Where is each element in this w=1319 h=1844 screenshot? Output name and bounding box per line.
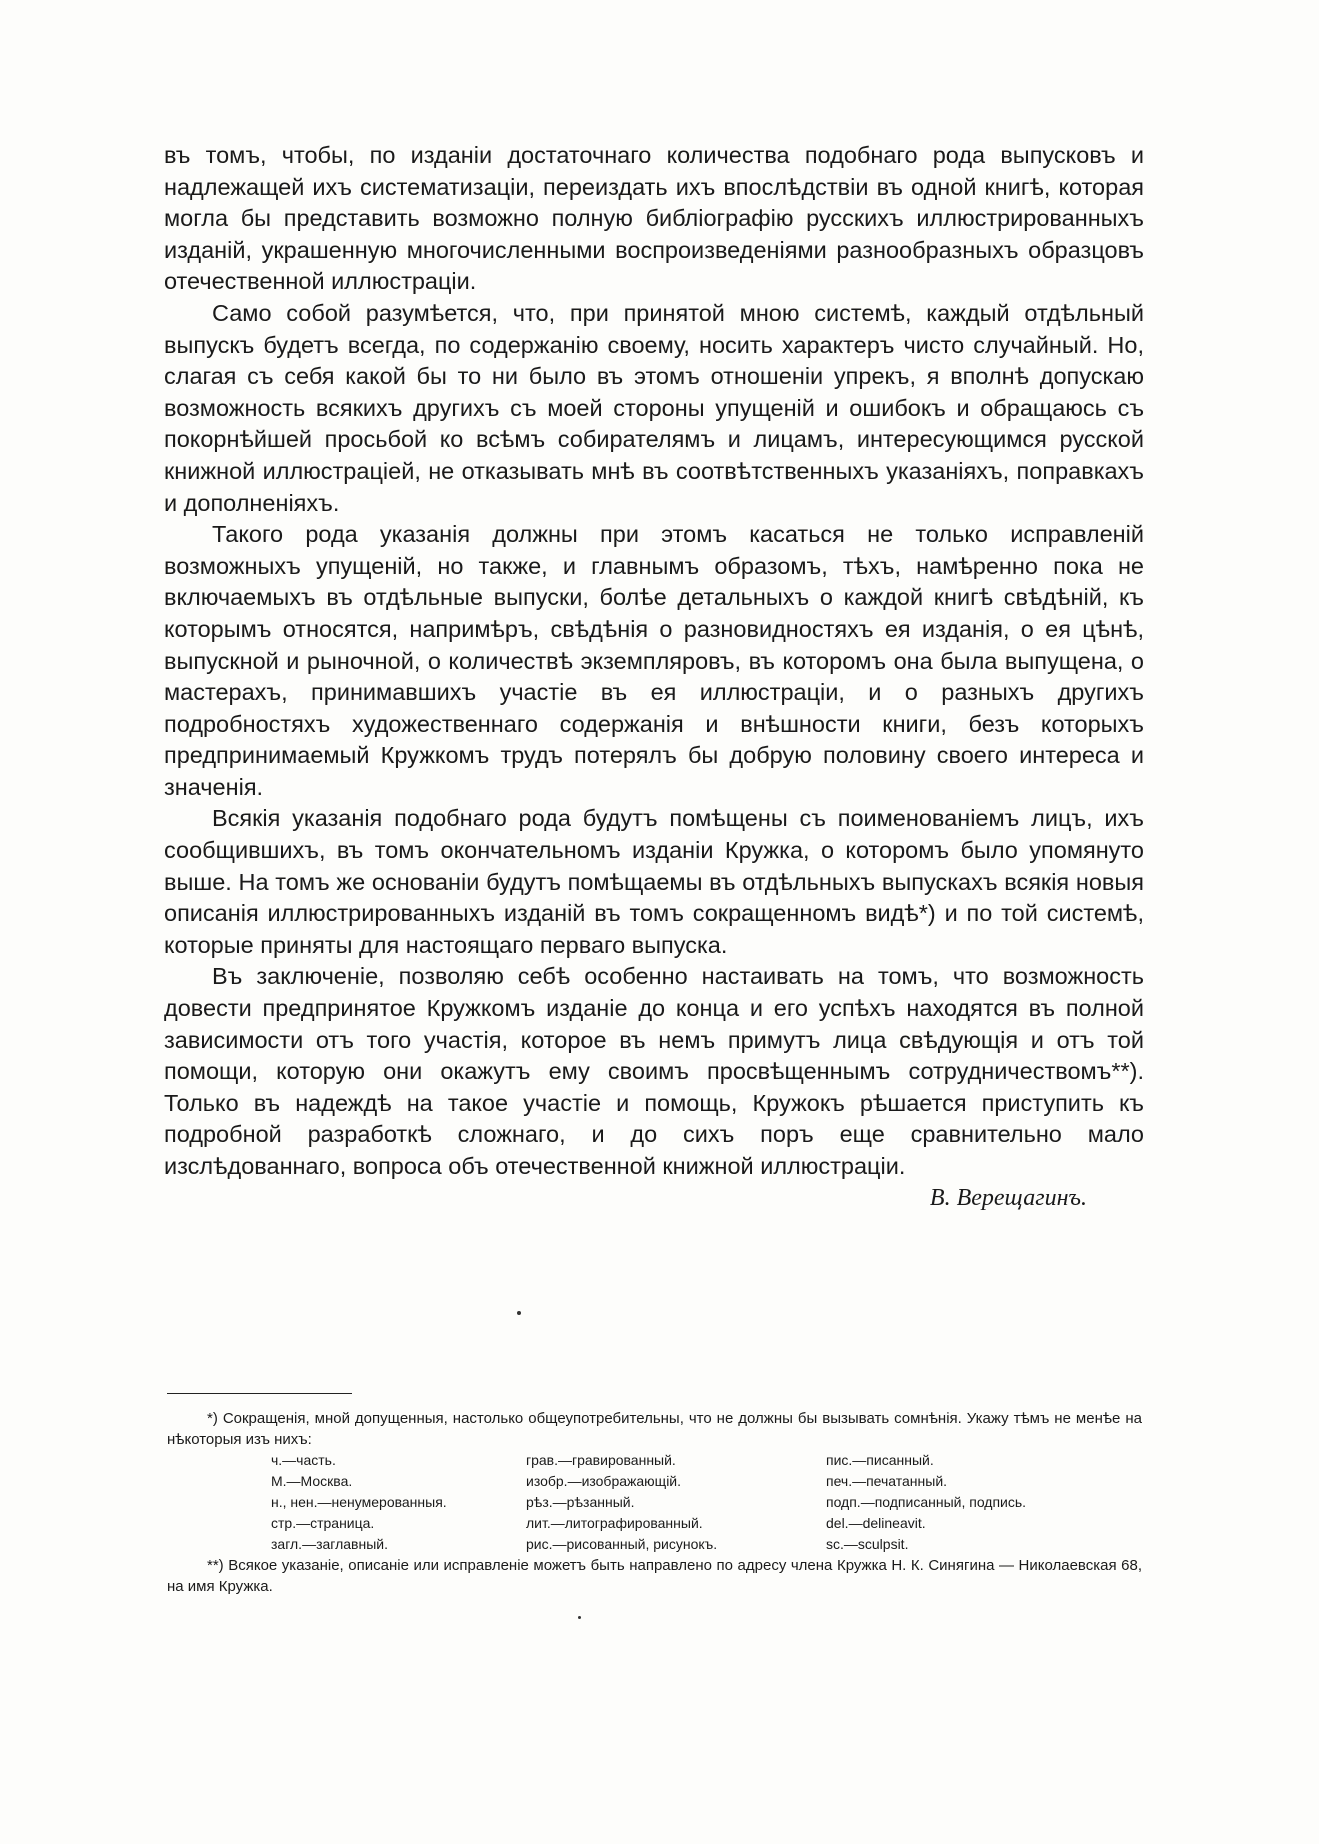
paragraph: Всякія указанія подобнаго рода будутъ помѣщены съ поименованіемъ лицъ, ихъ сообщившихъ, въ томъ окончательномъ изданіи Кружка, о которомъ было упомянуто выше. На томъ же основаніи будутъ помѣщаемы въ отдѣльныхъ выпускахъ всякія новыя описанія иллюстрированныхъ изданій въ томъ сокращенномъ видѣ*) и по той системѣ, которые приняты для настоящаго перваго выпуска.: [164, 805, 1144, 958]
footnote-2: **) Всякое указаніе, описаніе или исправленіе можетъ быть направлено по адресу члена Кружка Н. К. Синягина — Николаевская 68, на имя Кружка.: [167, 1557, 1142, 1595]
paragraph: Само собой разумѣется, что, при принятой мною системѣ, каждый отдѣльный выпускъ будетъ всегда, по содержанію своему, носить характеръ чисто случайный. Но, слагая съ себя какой бы то ни было въ этомъ отношеніи упрекъ, я вполнѣ допускаю возможность всякихъ другихъ съ моей стороны упущеній и ошибокъ и обращаюсь съ покорнѣйшей просьбой ко всѣмъ собирателямъ и лицамъ, интересующимся русской книжной иллюстраціей, не отказывать мнѣ въ соотвѣтственныхъ указаніяхъ, поправкахъ и дополненіяхъ.: [164, 299, 1144, 516]
paragraph: въ томъ, чтобы, по изданіи достаточнаго количества подобнаго рода выпусковъ и надлежащей ихъ систематизаціи, переиздать ихъ впослѣдствіи въ одной книгѣ, которая могла бы представить возможно полную библіографію русскихъ иллюстрированныхъ изданій, украшенную многочисленными воспроизведеніями разнообразныхъ образцовъ отечественной иллюстраціи.: [164, 142, 1144, 295]
footnote-1: *) Сокращенія, мной допущенныя, настолько общеупотребительны, что не должны бы вызывать сомнѣнія. Укажу тѣмъ не менѣе на нѣкоторыя изъ нихъ:: [167, 1410, 1142, 1448]
paragraph: Такого рода указанія должны при этомъ касаться не только исправленій возможныхъ упущеній, но также, и главнымъ образомъ, тѣхъ, намѣренно пока не включаемыхъ въ отдѣльные выпуски, болѣе детальныхъ о каждой книгѣ свѣдѣній, къ которымъ относятся, напримѣръ, свѣдѣнія о разновидностяхъ ея изданія, о ея цѣнѣ, выпускной и рыночной, о количествѣ экземпляровъ, въ которомъ она была выпущена, о мастерахъ, принимавшихъ участіе въ ея иллюстраціи, и о разныхъ другихъ подробностяхъ художественнаго содержанія и внѣшности книги, безъ которыхъ предпринимаемый Кружкомъ трудъ потерялъ бы добрую половину своего интереса и значенія.: [164, 521, 1144, 800]
print-speck: [517, 1311, 521, 1315]
abbreviation: sc.—sculpsit.: [826, 1536, 909, 1552]
paragraph: Въ заключеніе, позволяю себѣ особенно настаивать на томъ, что возможность довести предпринятое Кружкомъ изданіе до конца и его успѣхъ находятся въ полной зависимости отъ того участія, которое въ немъ примутъ лица свѣдующія и отъ той помощи, которую они окажутъ ему своимъ просвѣщеннымъ сотрудничествомъ**). Только въ надеждѣ на такое участіе и помощь, Кружокъ рѣшается приступить къ подробной разработкѣ сложнаго, и до сихъ поръ еще сравнительно мало изслѣдованнаго, вопроса объ отечественной книжной иллюстраціи.: [164, 963, 1144, 1179]
footnotes: [167, 1408, 1142, 1597]
abbreviation: изобр.—изображающій.: [526, 1473, 682, 1489]
print-speck: [578, 1616, 581, 1619]
abbreviation: стр.—страница.: [271, 1515, 375, 1531]
abbreviation: ч.—часть.: [271, 1452, 336, 1468]
abbreviation: пис.—писанный.: [826, 1452, 934, 1468]
abbreviation: н., нен.—ненумерованныя.: [271, 1494, 447, 1510]
author-signature: В. Верещагинъ.: [929, 1185, 1087, 1211]
abbreviation: рѣз.—рѣзанный.: [526, 1494, 635, 1510]
main-text: [164, 140, 1144, 1183]
abbreviation: подп.—подписанный, подпись.: [826, 1494, 1027, 1510]
abbreviation: рис.—рисованный, рисунокъ.: [526, 1536, 718, 1552]
abbreviation: лит.—литографированный.: [526, 1515, 703, 1531]
abbreviation: М.—Москва.: [271, 1473, 353, 1489]
abbreviation: грав.—гравированный.: [526, 1452, 676, 1468]
abbreviation: печ.—печатанный.: [826, 1473, 948, 1489]
abbreviation: загл.—заглавный.: [271, 1536, 388, 1552]
footnote-divider: [167, 1393, 352, 1394]
abbreviation: del.—delineavit.: [826, 1515, 926, 1531]
abbreviation-table: [271, 1450, 1142, 1555]
